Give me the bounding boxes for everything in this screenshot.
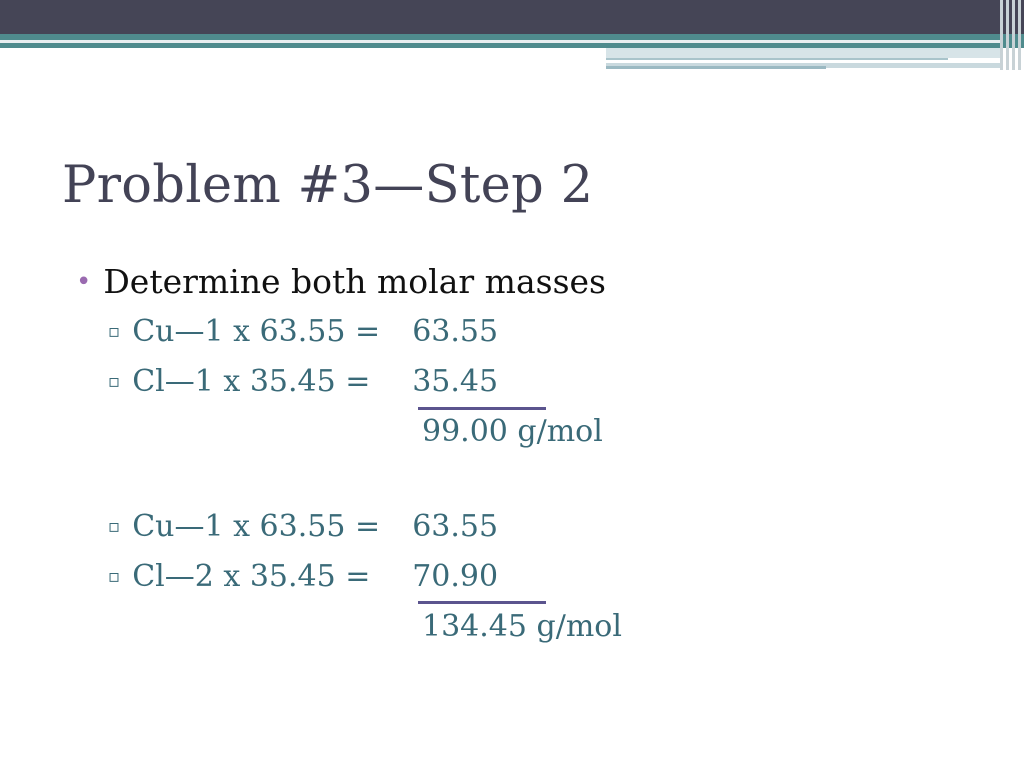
molar-mass-total: 134.45 g/mol [422,609,622,644]
square-bullet-icon: ▫ [108,321,121,342]
calc-result: 70.90 [412,559,499,594]
calc-expression: Cl—2 x 35.45 = [132,559,371,594]
calc-expression: Cu—1 x 63.55 = [132,509,381,544]
square-bullet-icon: ▫ [108,516,121,537]
calc-expression: Cl—1 x 35.45 = [132,364,371,399]
molar-mass-total: 99.00 g/mol [422,414,603,449]
calc-line [108,559,498,594]
calc-line [108,509,498,544]
header-divider [0,40,1000,43]
calc-line [108,364,498,399]
bullet-text: Determine both molar masses [103,262,606,301]
bullet-dot-icon: • [76,267,92,297]
sum-rule [418,601,546,604]
calc-result: 63.55 [412,314,499,349]
slide-title: Problem #3—Step 2 [62,156,594,215]
header-accent-bar [606,48,1000,58]
calc-result: 35.45 [412,364,499,399]
square-bullet-icon: ▫ [108,566,121,587]
calc-expression: Cu—1 x 63.55 = [132,314,381,349]
calc-result: 63.55 [412,509,499,544]
header-accent-line [606,66,826,69]
calc-line [108,314,498,349]
bullet-item [76,262,606,301]
sum-rule [418,407,546,410]
square-bullet-icon: ▫ [108,371,121,392]
header-accent-line [606,58,948,60]
header-dark-band [0,0,1024,34]
header-vertical-stripes [998,0,1024,70]
